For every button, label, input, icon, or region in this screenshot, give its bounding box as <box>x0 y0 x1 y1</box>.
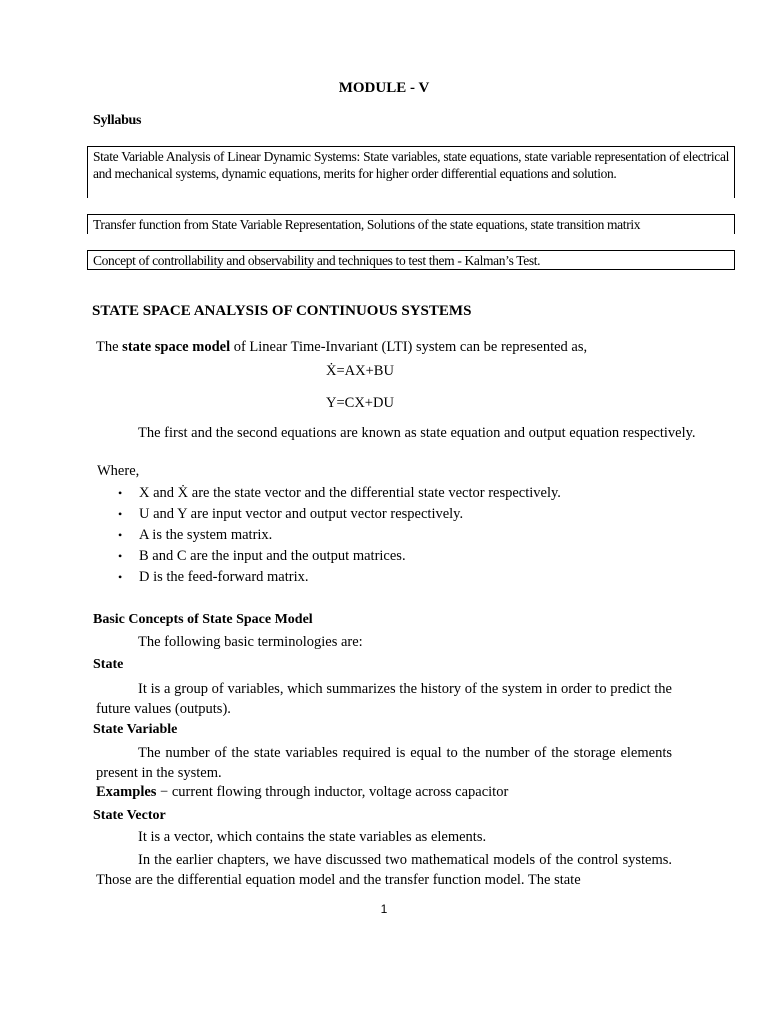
list-item-text: B and C are the input and the output matrices. <box>139 548 406 564</box>
list-item-text: U and Y are input vector and output vector respectively. <box>139 506 464 522</box>
bullet-icon: • <box>118 507 123 521</box>
output-equation: Y=CX+DU <box>326 395 394 411</box>
intro-prefix: The <box>96 339 123 355</box>
examples-label: Examples <box>96 784 157 800</box>
where-label: Where, <box>97 463 140 479</box>
syllabus-label: Syllabus <box>93 113 142 128</box>
syllabus-box-3: Concept of controllability and observability and techniques to test them - Kalman’s Test. <box>87 250 735 270</box>
state-equation: Ẋ=AX+BU <box>326 363 394 379</box>
bullet-icon: • <box>118 549 123 563</box>
intro-bold: state space model <box>122 339 231 355</box>
module-title: MODULE - V <box>338 80 430 96</box>
intro-suffix: of Linear Time-Invariant (LTI) system can be represented as, <box>230 339 588 355</box>
page-number: 1 <box>380 902 388 916</box>
state-heading: State <box>93 657 124 672</box>
state-vector-heading: State Vector <box>93 808 166 823</box>
state-variable-heading: State Variable <box>93 722 178 737</box>
syllabus-box-2: Transfer function from State Variable Representation, Solutions of the state equations, state transition matrix <box>87 214 735 234</box>
list-item-text: D is the feed-forward matrix. <box>139 569 309 585</box>
syllabus-box-1: State Variable Analysis of Linear Dynamic Systems: State variables, state equations, state variable representation of electrical and mechanical systems, dynamic equations, merits for higher order differential equations and solution. <box>87 146 735 198</box>
state-variable-text: The number of the state variables required is equal to the number of the storage elements present in the system. <box>96 745 672 781</box>
section-heading: STATE SPACE ANALYSIS OF CONTINUOUS SYSTEMS <box>92 303 472 319</box>
state-vector-text: It is a vector, which contains the state variables as elements. <box>138 829 487 845</box>
list-item <box>118 483 561 504</box>
list-item <box>118 567 561 588</box>
state-vector-text-2: In the earlier chapters, we have discussed two mathematical models of the control systems. Those are the differential equation model and the transfer function model. The state <box>96 852 672 888</box>
examples-text: − current flowing through inductor, voltage across capacitor <box>156 784 509 800</box>
bullet-icon: • <box>118 528 123 542</box>
examples-line <box>96 784 508 801</box>
list-item <box>118 504 561 525</box>
definition-list <box>118 483 561 588</box>
state-text: It is a group of variables, which summarizes the history of the system in order to predict the future values (outputs). <box>96 681 672 717</box>
list-item-text: A is the system matrix. <box>139 527 273 543</box>
intro-paragraph <box>96 339 587 356</box>
list-item <box>118 525 561 546</box>
list-item-text: X and Ẋ are the state vector and the differential state vector respectively. <box>139 485 561 501</box>
list-item <box>118 546 561 567</box>
bullet-icon: • <box>118 486 123 500</box>
equations-note: The first and the second equations are known as state equation and output equation respectively. <box>138 425 696 441</box>
basic-concepts-heading: Basic Concepts of State Space Model <box>93 612 313 627</box>
bullet-icon: • <box>118 570 123 584</box>
basic-concepts-intro: The following basic terminologies are: <box>138 634 363 650</box>
